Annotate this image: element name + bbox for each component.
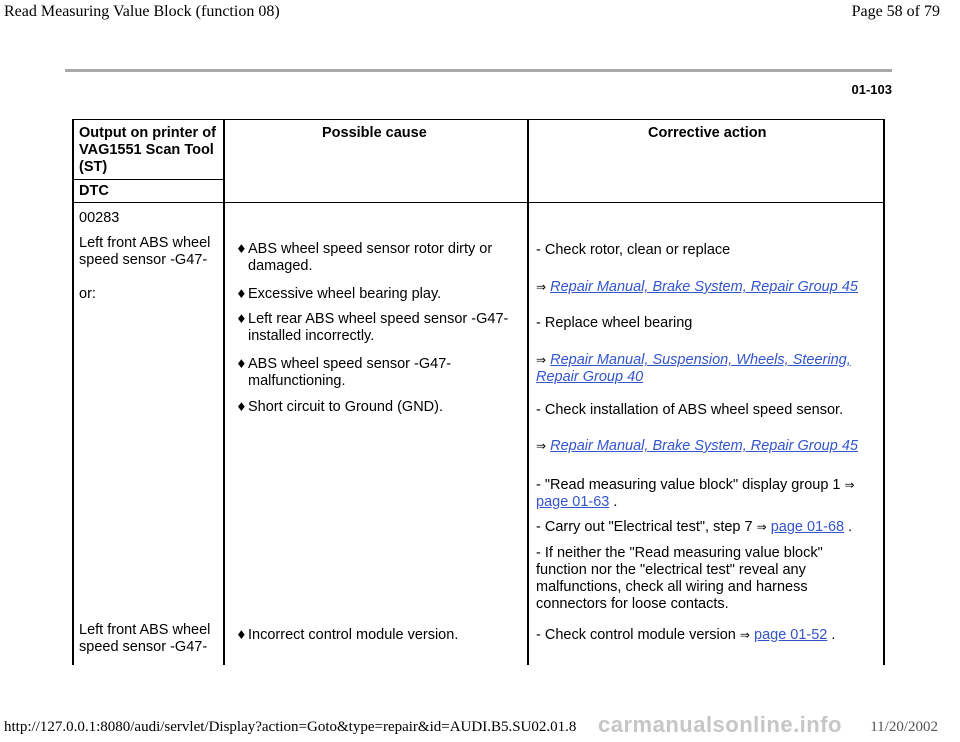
- header-possible-cause: Possible cause: [322, 125, 427, 141]
- arrow-right-icon: ⇒: [756, 520, 767, 534]
- header-rule: [65, 69, 892, 72]
- action-check-installation: - Check installation of ABS wheel speed sensor.: [536, 402, 844, 418]
- table-border-top: [72, 119, 885, 120]
- arrow-right-icon: ⇒: [739, 628, 750, 642]
- action-link-row: [536, 438, 858, 455]
- document-title: Read Measuring Value Block (function 08): [4, 3, 280, 20]
- cause-item: ♦ABS wheel speed sensor -G47- malfunctioning.: [236, 356, 452, 389]
- header-dtc: DTC: [79, 183, 109, 199]
- action-check-wiring: - If neither the "Read measuring value block" function nor the "electrical test" reveal any malfunctions, check all wiring and harness connectors for loose contacts.: [536, 545, 823, 612]
- bullet-diamond-icon: ♦: [236, 312, 247, 326]
- table-divider-1: [223, 119, 225, 665]
- repair-manual-link[interactable]: Repair Group 40: [536, 369, 644, 385]
- dtc-or: or:: [79, 286, 96, 302]
- bullet-diamond-icon: ♦: [236, 357, 247, 371]
- page-link[interactable]: page 01-63: [536, 494, 610, 510]
- table-rule-dtc: [72, 179, 224, 180]
- dtc-code: 00283: [79, 210, 120, 226]
- table-rule-header: [72, 202, 885, 203]
- doc-number: 01-103: [851, 82, 892, 97]
- dtc-text-2: Left front ABS wheel speed sensor -G47-: [79, 622, 211, 655]
- header-corrective-action: Corrective action: [648, 125, 767, 141]
- action-read-measuring: - "Read measuring value block" display group 1 ⇒ page 01-63 .: [536, 477, 855, 510]
- cause-item: ♦Incorrect control module version.: [236, 627, 459, 643]
- arrow-right-icon: ⇒: [536, 353, 547, 367]
- action-electrical-test: - Carry out "Electrical test", step 7 ⇒ page 01-68 .: [536, 519, 853, 535]
- page-link[interactable]: page 01-68: [770, 519, 845, 535]
- table-border-left: [72, 119, 74, 665]
- cause-item: ♦Short circuit to Ground (GND).: [236, 399, 443, 415]
- footer-date: 11/20/2002: [870, 719, 938, 735]
- cause-item: ♦Left rear ABS wheel speed sensor -G47- installed incorrectly.: [236, 311, 509, 344]
- bullet-diamond-icon: ♦: [236, 400, 247, 414]
- action-check-module: - Check control module version ⇒ page 01-52 .: [536, 627, 836, 643]
- footer-url: http://127.0.0.1:8080/audi/servlet/Display?action=Goto&type=repair&id=AUDI.B5.SU02.01.8: [4, 719, 577, 735]
- watermark-logo: carmanualsonline.info: [598, 712, 842, 737]
- arrow-right-icon: ⇒: [844, 478, 855, 492]
- action-replace-bearing: - Replace wheel bearing: [536, 315, 693, 331]
- page-link[interactable]: page 01-52: [754, 627, 828, 643]
- cause-item: ♦ABS wheel speed sensor rotor dirty or damaged.: [236, 241, 493, 274]
- table-divider-2: [527, 119, 529, 665]
- bullet-diamond-icon: ♦: [236, 287, 247, 301]
- dtc-text-1: Left front ABS wheel speed sensor -G47-: [79, 235, 211, 268]
- action-link-row: [536, 279, 858, 296]
- header-output: Output on printer of VAG1551 Scan Tool (ST): [79, 125, 216, 175]
- repair-manual-link[interactable]: Repair Manual, Brake System, Repair Group 45: [550, 438, 858, 454]
- action-check-rotor: - Check rotor, clean or replace: [536, 242, 731, 258]
- action-link-row: [536, 352, 851, 386]
- page-indicator: Page 58 of 79: [851, 3, 940, 20]
- cause-item: ♦Excessive wheel bearing play.: [236, 286, 442, 302]
- repair-manual-link[interactable]: Repair Manual, Suspension, Wheels, Steering,: [550, 352, 851, 368]
- bullet-diamond-icon: ♦: [236, 242, 247, 256]
- bullet-diamond-icon: ♦: [236, 628, 247, 642]
- table-border-right: [883, 119, 885, 665]
- repair-manual-link[interactable]: Repair Manual, Brake System, Repair Group 45: [550, 279, 858, 295]
- arrow-right-icon: ⇒: [536, 280, 547, 294]
- arrow-right-icon: ⇒: [536, 439, 547, 453]
